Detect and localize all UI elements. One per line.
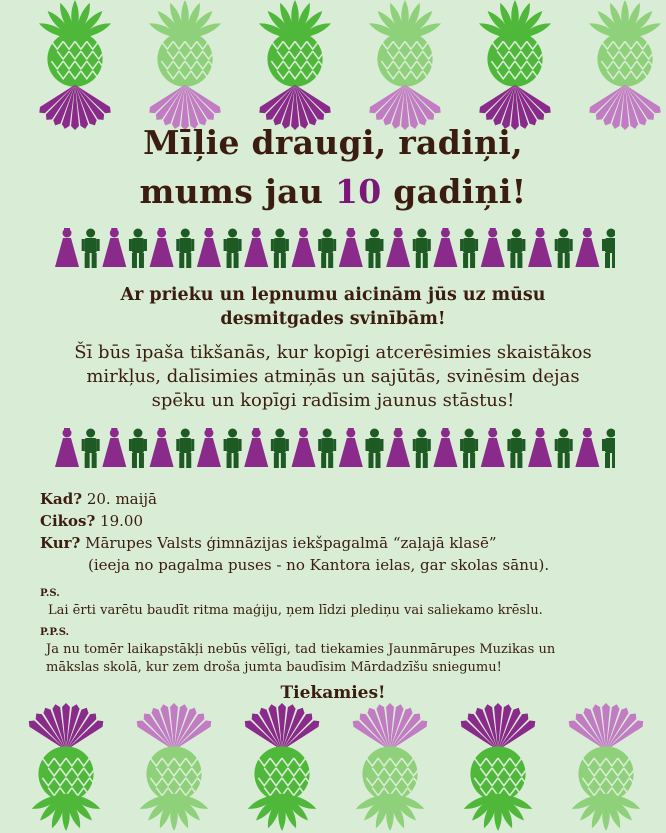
- woman-dancer-icon: [55, 428, 79, 467]
- man-dancer-icon: [82, 229, 100, 269]
- folk-dancers-row-2: [55, 427, 615, 469]
- invitation-line-2: desmitgades svinībām!: [220, 309, 446, 329]
- date-label: Kad?: [40, 490, 83, 508]
- woman-dancer-icon: [575, 228, 599, 267]
- thistle-icon: [465, 0, 565, 130]
- woman-dancer-icon: [386, 228, 410, 267]
- woman-dancer-icon: [433, 428, 457, 467]
- woman-dancer-icon: [244, 228, 268, 267]
- ps-label: P.S.: [40, 588, 60, 599]
- woman-dancer-icon: [433, 228, 457, 267]
- pps-text-line-2: mākslas skolā, kur zem droša jumta baudīsim Mārdadzīšu sniegumu!: [46, 660, 502, 675]
- man-dancer-icon: [365, 429, 383, 469]
- woman-dancer-icon: [481, 428, 505, 467]
- bottom-thistle-border: [0, 703, 666, 833]
- woman-dancer-icon: [528, 428, 552, 467]
- location-value: Mārupes Valsts ģimnāzijas iekšpagalmā “zaļajā klasē”: [80, 534, 497, 552]
- page-title-line-1: Mīļie draugi, radiņi,: [143, 123, 523, 162]
- man-dancer-icon: [271, 429, 289, 469]
- thistle-icon: [232, 703, 332, 833]
- woman-dancer-icon: [102, 428, 126, 467]
- thistle-icon: [340, 703, 440, 833]
- woman-dancer-icon: [102, 228, 126, 267]
- man-dancer-icon: [460, 229, 478, 269]
- man-dancer-icon: [413, 229, 431, 269]
- location-label: Kur?: [40, 534, 81, 552]
- woman-dancer-icon: [244, 428, 268, 467]
- time-label: Cikos?: [40, 512, 96, 530]
- time-value: 19.00: [95, 512, 143, 530]
- top-thistle-border: [0, 0, 666, 130]
- woman-dancer-icon: [339, 228, 363, 267]
- event-time: [40, 511, 143, 531]
- anniversary-number: 10: [334, 172, 382, 211]
- thistle-icon: [448, 703, 548, 833]
- man-dancer-icon: [129, 429, 147, 469]
- man-dancer-icon: [271, 229, 289, 269]
- man-dancer-icon: [318, 429, 336, 469]
- man-dancer-icon: [82, 429, 100, 469]
- man-dancer-icon: [507, 429, 525, 469]
- man-dancer-icon: [224, 229, 242, 269]
- man-dancer-icon: [460, 429, 478, 469]
- title-text-before: mums jau: [139, 172, 335, 211]
- date-value: 20. maijā: [82, 490, 157, 508]
- thistle-icon: [25, 0, 125, 130]
- woman-dancer-icon: [292, 228, 316, 267]
- man-dancer-icon: [602, 429, 615, 469]
- man-dancer-icon: [318, 229, 336, 269]
- thistle-icon: [135, 0, 235, 130]
- thistle-icon: [245, 0, 345, 130]
- man-dancer-icon: [176, 229, 194, 269]
- thistle-icon: [575, 0, 666, 130]
- woman-dancer-icon: [339, 428, 363, 467]
- thistle-icon: [124, 703, 224, 833]
- man-dancer-icon: [555, 429, 573, 469]
- woman-dancer-icon: [386, 428, 410, 467]
- woman-dancer-icon: [197, 228, 221, 267]
- description-line-2: mirkļus, dalīsimies atmiņās un sajūtās, svinēsim dejas: [86, 366, 580, 387]
- man-dancer-icon: [602, 229, 615, 269]
- page-title-line-2: [0, 172, 666, 211]
- folk-dancers-row-1: [55, 227, 615, 269]
- man-dancer-icon: [555, 229, 573, 269]
- ps-text: Lai ērti varētu baudīt ritma maģiju, ņem līdzi plediņu vai saliekamo krēslu.: [48, 603, 543, 618]
- title-text-after: gadiņi!: [381, 172, 527, 211]
- closing-text: Tiekamies!: [280, 683, 386, 703]
- man-dancer-icon: [413, 429, 431, 469]
- location-note: (ieeja no pagalma puses - no Kantora ielas, gar skolas sānu).: [88, 556, 550, 574]
- description-line-3: spēku un kopīgi radīsim jaunus stāstus!: [151, 390, 515, 411]
- woman-dancer-icon: [150, 428, 174, 467]
- woman-dancer-icon: [481, 228, 505, 267]
- invitation-line-1: Ar prieku un lepnumu aicinām jūs uz mūsu: [120, 285, 546, 305]
- woman-dancer-icon: [55, 228, 79, 267]
- pps-label: P.P.S.: [40, 627, 70, 638]
- woman-dancer-icon: [197, 428, 221, 467]
- woman-dancer-icon: [150, 228, 174, 267]
- man-dancer-icon: [507, 229, 525, 269]
- woman-dancer-icon: [292, 428, 316, 467]
- thistle-icon: [16, 703, 116, 833]
- thistle-icon: [556, 703, 656, 833]
- event-location: [40, 533, 497, 553]
- description-line-1: Šī būs īpaša tikšanās, kur kopīgi atcerēsimies skaistākos: [74, 342, 592, 363]
- woman-dancer-icon: [528, 228, 552, 267]
- pps-text-line-1: Ja nu tomēr laikapstākļi nebūs vēlīgi, tad tiekamies Jaunmārupes Muzikas un: [46, 642, 556, 657]
- event-date: [40, 489, 157, 509]
- man-dancer-icon: [176, 429, 194, 469]
- man-dancer-icon: [224, 429, 242, 469]
- thistle-icon: [355, 0, 455, 130]
- woman-dancer-icon: [575, 428, 599, 467]
- man-dancer-icon: [129, 229, 147, 269]
- man-dancer-icon: [365, 229, 383, 269]
